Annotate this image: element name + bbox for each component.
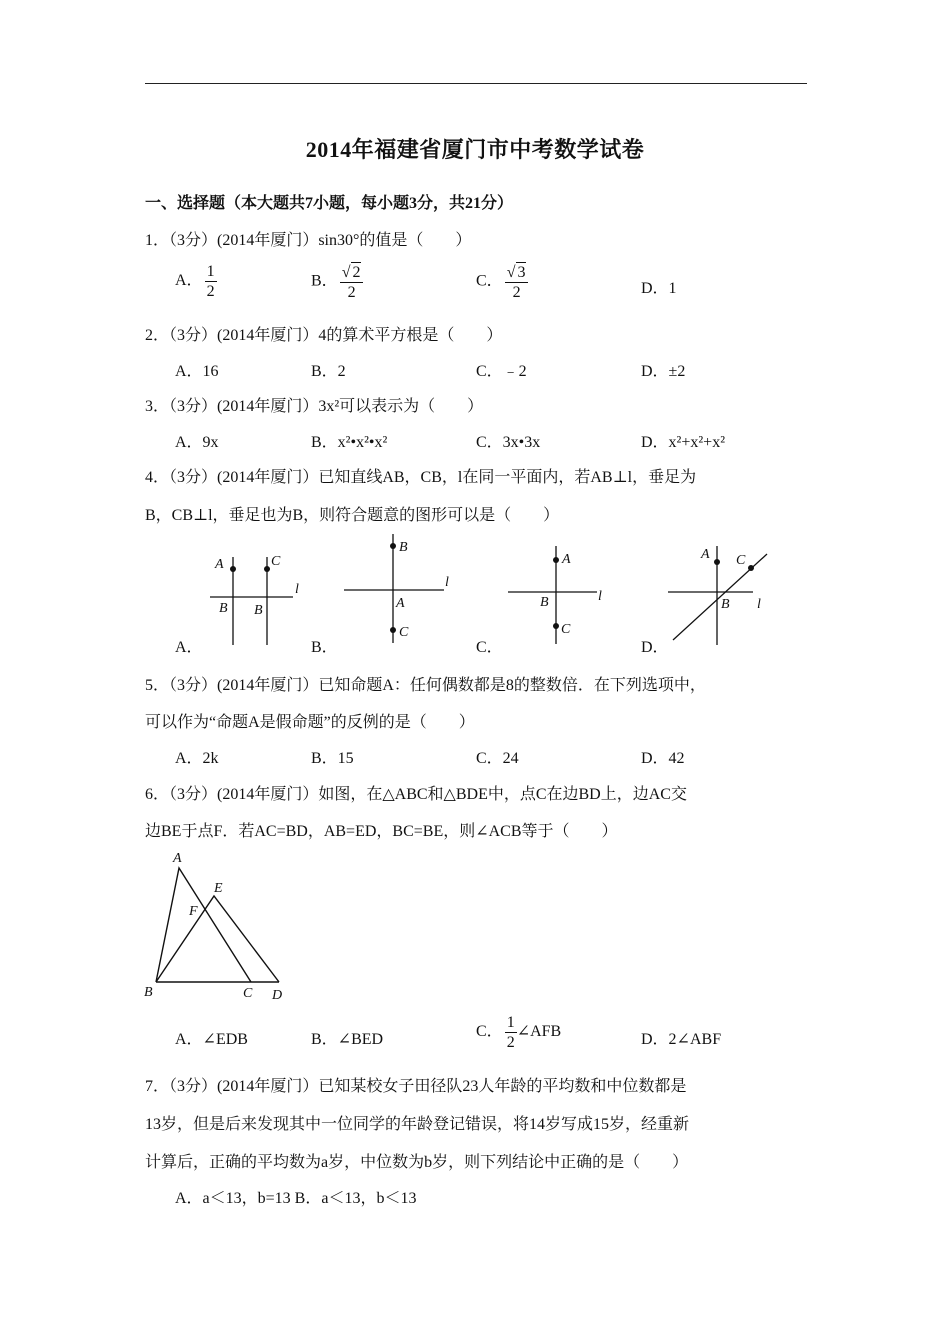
q2-option-d[interactable]: D．±2 — [641, 363, 686, 380]
label-a: A — [701, 547, 710, 562]
label-a: A — [396, 596, 405, 611]
q4-option-a[interactable]: A． — [175, 639, 203, 656]
q2-stem: 2．（3分）(2014年厦门）4的算术平方根是（ ） — [145, 327, 503, 344]
q6-stem-line1: 6．（3分）(2014年厦门）如图，在△ABC和△BDE中，点C在边BD上，边AC交 — [145, 786, 687, 803]
q3-option-d[interactable]: D．x²+x²+x² — [641, 434, 725, 451]
q5-option-d[interactable]: D．42 — [641, 750, 685, 767]
q2-option-b[interactable]: B．2 — [311, 363, 346, 380]
point-c — [553, 623, 559, 629]
q4-figure-d — [665, 540, 780, 650]
q6-option-d[interactable]: D．2∠ABF — [641, 1031, 722, 1048]
q1-option-c-label: C． — [476, 272, 503, 290]
q3-stem: 3．（3分）(2014年厦门）3x²可以表示为（ ） — [145, 398, 484, 415]
q6-option-c-label: C． — [476, 1023, 503, 1041]
section-heading: 一、选择题（本大题共7小题，每小题3分，共21分） — [145, 195, 514, 212]
q4-stem-line2: B，CB⊥l，垂足也为B，则符合题意的图形可以是（ ） — [145, 507, 560, 524]
q6-option-a[interactable]: A．∠EDB — [175, 1031, 248, 1048]
label-b: B — [540, 595, 549, 610]
q6-option-c-angle: ∠AFB — [516, 1023, 562, 1041]
label-b: B — [399, 540, 408, 555]
label-c: C — [561, 622, 571, 637]
q6-option-c[interactable] — [476, 1013, 561, 1052]
label-c: C — [399, 625, 409, 640]
point-a — [230, 566, 236, 572]
label-a: A — [562, 552, 571, 567]
q6-stem-line2: 边BE于点F．若AC=BD，AB=ED，BC=BE，则∠ACB等于（ ） — [145, 823, 618, 840]
label-e: E — [214, 881, 223, 896]
q5-stem-line1: 5．（3分）(2014年厦门）已知命题A：任何偶数都是8的整数倍．在下列选项中， — [145, 677, 706, 694]
q7-options-ab[interactable]: A．a＜13，b=13 B．a＜13，b＜13 — [175, 1190, 417, 1207]
q1-option-c[interactable] — [476, 262, 528, 302]
q1-option-b-fraction: $\frac{√ 2}{2}$ — [340, 262, 364, 302]
label-l: l — [295, 582, 299, 597]
label-l: l — [757, 597, 761, 612]
q6-triangle-figure — [140, 845, 295, 1005]
q1-option-a[interactable] — [175, 262, 217, 301]
q2-option-a[interactable]: A．16 — [175, 363, 219, 380]
label-c: C — [271, 554, 281, 569]
q4-option-c[interactable]: C． — [476, 639, 503, 656]
q4-figure-a — [205, 545, 315, 650]
q7-stem-line3: 计算后，正确的平均数为a岁，中位数为b岁，则下列结论中正确的是（ ） — [145, 1154, 689, 1171]
point-a — [553, 557, 559, 563]
point-a — [714, 559, 720, 565]
point-c — [390, 627, 396, 633]
q1-option-b[interactable] — [311, 262, 363, 302]
q3-option-b[interactable]: B．x²•x²•x² — [311, 434, 388, 451]
q5-stem-line2: 可以作为“命题A是假命题”的反例的是（ ） — [145, 714, 475, 731]
page-title: 2014年福建省厦门市中考数学试卷 — [305, 137, 645, 162]
label-b: B — [721, 597, 730, 612]
label-d: D — [272, 988, 283, 1003]
label-l: l — [598, 589, 602, 604]
q7-stem-line1: 7．（3分）(2014年厦门）已知某校女子田径队23人年龄的平均数和中位数都是 — [145, 1078, 687, 1095]
point-c — [264, 566, 270, 572]
point-b — [390, 543, 396, 549]
label-a: A — [215, 557, 224, 572]
q4-option-b[interactable]: B． — [311, 639, 338, 656]
q7-stem-line2: 13岁，但是后来发现其中一位同学的年龄登记错误，将14岁写成15岁，经重新 — [145, 1116, 690, 1133]
q1-stem: 1．（3分）(2014年厦门）sin30°的值是（ ） — [145, 232, 472, 249]
point-c — [748, 565, 754, 571]
q6-option-b[interactable]: B．∠BED — [311, 1031, 384, 1048]
q4-figure-b — [340, 530, 465, 650]
q1-option-b-label: B． — [311, 272, 338, 290]
q1-option-d[interactable]: D．1 — [641, 280, 677, 297]
q5-option-a[interactable]: A．2k — [175, 750, 219, 767]
header-rule — [145, 83, 807, 84]
label-f: F — [189, 904, 198, 919]
label-b1: B — [219, 601, 228, 616]
q5-option-c[interactable]: C．24 — [476, 750, 519, 767]
label-b2: B — [254, 603, 263, 618]
q3-option-c[interactable]: C．3x•3x — [476, 434, 541, 451]
q3-option-a[interactable]: A．9x — [175, 434, 219, 451]
q1-option-a-label: A． — [175, 272, 203, 290]
label-c: C — [243, 986, 253, 1001]
q4-option-d[interactable]: D． — [641, 639, 669, 656]
q4-figure-c — [505, 540, 615, 650]
q4-stem-line1: 4．（3分）(2014年厦门）已知直线AB，CB，l在同一平面内，若AB⊥l，垂足为 — [145, 469, 697, 486]
q1-option-a-fraction: $\frac{1}{2}$ — [206, 263, 215, 300]
q6-option-c-fraction: $\frac{1}{2}$ — [506, 1014, 515, 1051]
label-b: B — [144, 985, 153, 1000]
q5-option-b[interactable]: B．15 — [311, 750, 354, 767]
q1-option-c-fraction: $\frac{√ 3}{2}$ — [505, 262, 529, 302]
q2-option-c[interactable]: C．﹣2 — [476, 363, 527, 380]
triangle-bde — [156, 896, 279, 982]
label-l: l — [445, 575, 449, 590]
label-c: C — [736, 553, 746, 568]
label-a: A — [173, 851, 182, 866]
